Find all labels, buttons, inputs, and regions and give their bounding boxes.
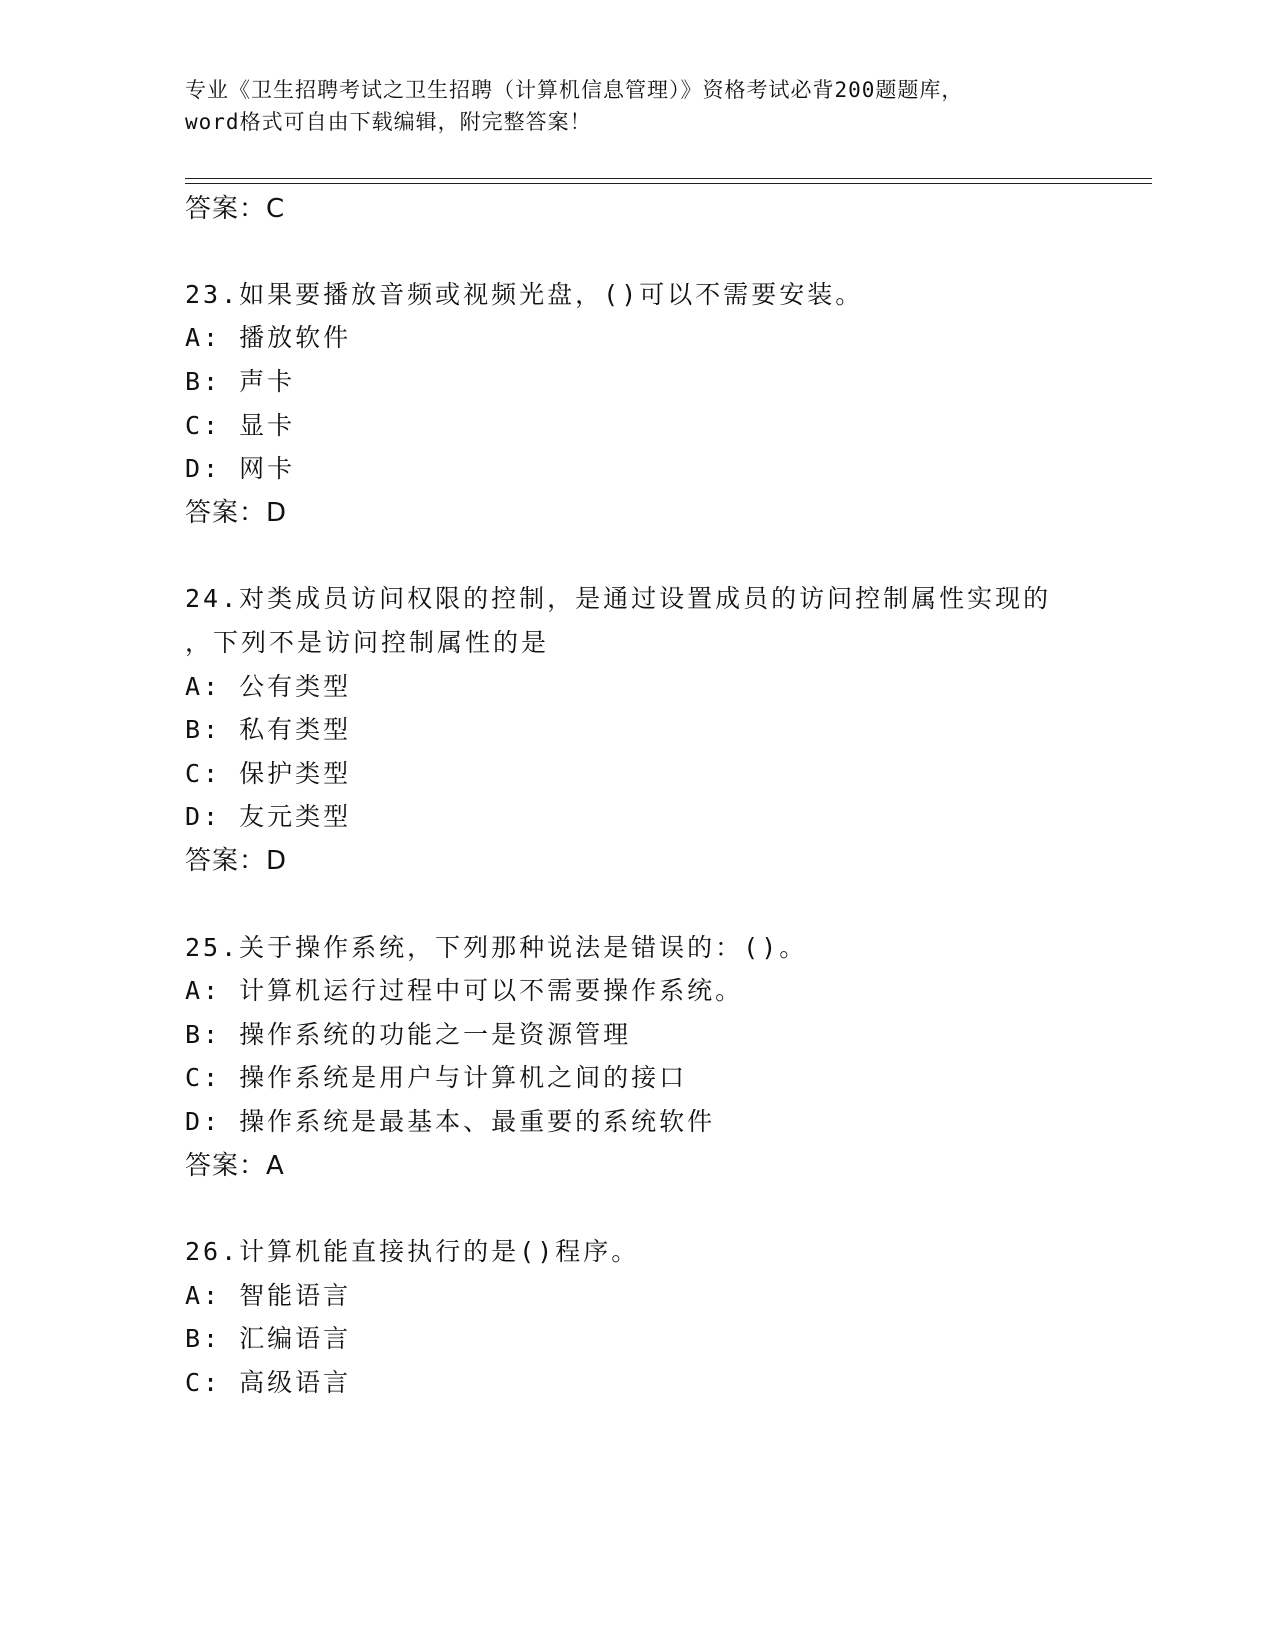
answer-25: 答案：A <box>185 1151 285 1181</box>
document-header <box>185 74 1085 138</box>
question-26-option-c: C: 高级语言 <box>185 1368 352 1397</box>
header-title-line-1: 专业《卫生招聘考试之卫生招聘（计算机信息管理）》资格考试必背200题题库， <box>185 78 964 102</box>
question-23-text: 23.如果要播放音频或视频光盘，()可以不需要安装。 <box>185 280 864 309</box>
question-25-option-b: B: 操作系统的功能之一是资源管理 <box>185 1020 632 1049</box>
question-25-text: 25.关于操作系统，下列那种说法是错误的：()。 <box>185 933 808 962</box>
question-25-option-d: D: 操作系统是最基本、最重要的系统软件 <box>185 1107 716 1136</box>
answer-23: 答案：D <box>185 498 288 528</box>
question-24-option-c: C: 保护类型 <box>185 759 352 788</box>
header-title-line-2: word格式可自由下载编辑，附完整答案！ <box>185 110 592 134</box>
question-23-option-a: A: 播放软件 <box>185 323 352 352</box>
question-26-text: 26.计算机能直接执行的是()程序。 <box>185 1237 640 1266</box>
question-24-text-line-2: ，下列不是访问控制属性的是 <box>185 628 550 657</box>
question-26-option-a: A: 智能语言 <box>185 1281 352 1310</box>
header-divider-bottom <box>185 183 1152 184</box>
question-25-option-c: C: 操作系统是用户与计算机之间的接口 <box>185 1063 688 1092</box>
question-24-option-a: A: 公有类型 <box>185 672 352 701</box>
question-26-option-b: B: 汇编语言 <box>185 1324 352 1353</box>
answer-24: 答案：D <box>185 846 288 876</box>
question-24-option-b: B: 私有类型 <box>185 715 352 744</box>
question-23-option-d: D: 网卡 <box>185 454 296 483</box>
question-23-option-b: B: 声卡 <box>185 367 296 396</box>
header-divider-top <box>185 178 1152 179</box>
answer-22: 答案：C <box>185 194 286 224</box>
question-25-option-a: A: 计算机运行过程中可以不需要操作系统。 <box>185 976 744 1005</box>
question-23-option-c: C: 显卡 <box>185 411 296 440</box>
question-24-option-d: D: 友元类型 <box>185 802 352 831</box>
question-24-text-line-1: 24.对类成员访问权限的控制，是通过设置成员的访问控制属性实现的 <box>185 584 1052 613</box>
